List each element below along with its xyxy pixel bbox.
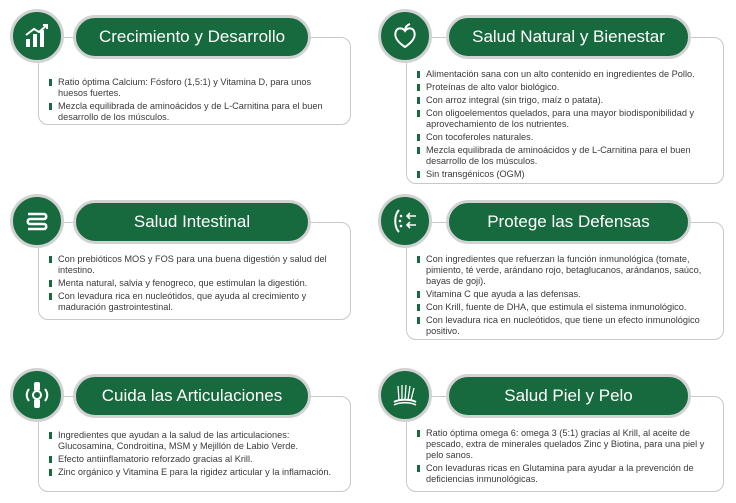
card-title-text: Salud Intestinal (133, 212, 251, 231)
list-item: Con levadura rica en nucleótidos, que tiene un efecto inmunológico positivo. (417, 315, 715, 337)
list-item: Con levaduras ricas en Glutamina para ayudar a la prevención de deficiencias inmunológicas. (417, 463, 715, 485)
card-title (73, 15, 311, 59)
growth-bars-icon (10, 9, 64, 63)
card-title-text: Salud Piel y Pelo (504, 386, 633, 405)
card-protege-defensas (378, 194, 728, 344)
bullet-list (49, 254, 342, 313)
list-item: Ingredientes que ayudan a la salud de las articulaciones: Glucosamina, Condroitina, MSM y Mejillón de Labio Verde. (49, 430, 342, 452)
card-title (73, 374, 311, 418)
bullet-list (49, 430, 342, 478)
list-item: Con arroz integral (sin trigo, maíz o patata). (417, 95, 715, 106)
card-salud-intestinal (10, 194, 355, 324)
intestine-icon (10, 194, 64, 248)
card-title-text: Protege las Defensas (487, 212, 650, 231)
list-item: Mezcla equilibrada de aminoácidos y de L-Carnitina para el buen desarrollo de los músculos. (49, 101, 342, 123)
card-title-text: Crecimiento y Desarrollo (98, 27, 286, 46)
list-item: Con prebióticos MOS y FOS para una buena digestión y salud del intestino. (49, 254, 342, 276)
card-title (446, 15, 691, 59)
apple-heart-icon (378, 9, 432, 63)
bullet-list (49, 77, 342, 123)
bullet-list (417, 254, 715, 337)
list-item: Ratio óptima omega 6: omega 3 (5:1) gracias al Krill, al aceite de pescado, extra de minerales quelados Zinc y Biotina, para una piel y pelo sanos. (417, 428, 715, 461)
card-title-text: Salud Natural y Bienestar (472, 27, 665, 46)
list-item: Proteínas de alto valor biológico. (417, 82, 715, 93)
card-articulaciones (10, 368, 355, 496)
card-salud-natural (378, 9, 728, 189)
list-item: Alimentación sana con un alto contenido en ingredientes de Pollo. (417, 69, 715, 80)
card-piel-pelo (378, 368, 728, 496)
card-title (446, 200, 691, 244)
card-text-box (406, 37, 724, 184)
list-item: Ratio óptima Calcium: Fósforo (1,5:1) y Vitamina D, para unos huesos fuertes. (49, 77, 342, 99)
card-title (73, 200, 311, 244)
bullet-list (417, 428, 715, 485)
list-item: Zinc orgánico y Vitamina E para la rigidez articular y la inflamación. (49, 467, 342, 478)
card-crecimiento (10, 9, 355, 129)
list-item: Con tocoferoles naturales. (417, 132, 715, 143)
bullet-list (417, 69, 715, 180)
list-item: Con oligoelementos quelados, para una mayor biodisponibilidad y aprovechamiento de los nutrientes. (417, 108, 715, 130)
skin-hair-icon (378, 368, 432, 422)
list-item: Menta natural, salvia y fenogreco, que estimulan la digestión. (49, 278, 342, 289)
card-title-text: Cuida las Articulaciones (101, 386, 283, 405)
list-item: Mezcla equilibrada de aminoácidos y de L-Carnitina para el buen desarrollo de los músculos. (417, 145, 715, 167)
joint-bone-icon (10, 368, 64, 422)
list-item: Efecto antiinflamatorio reforzado gracias al Krill. (49, 454, 342, 465)
card-title (446, 374, 691, 418)
list-item: Con ingredientes que refuerzan la función inmunológica (tomate, pimiento, té verde, arándano rojo, betaglucanos, arándanos, saúco, bayas de goji). (417, 254, 715, 287)
list-item: Sin transgénicos (OGM) (417, 169, 715, 180)
list-item: Con levadura rica en nucleótidos, que ayuda al crecimiento y maduración gastrointestinal. (49, 291, 342, 313)
shield-defense-icon (378, 194, 432, 248)
list-item: Con Krill, fuente de DHA, que estimula el sistema inmunológico. (417, 302, 715, 313)
list-item: Vitamina C que ayuda a las defensas. (417, 289, 715, 300)
